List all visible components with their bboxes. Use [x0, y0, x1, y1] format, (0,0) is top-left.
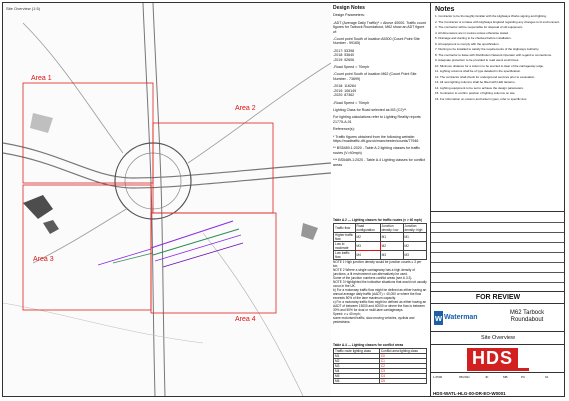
table-cell: M2 [380, 242, 403, 251]
note-item: 12. The contractor shall check for underground services prior to excavation. [435, 74, 536, 79]
table-cell: M2 [403, 242, 426, 251]
design-note-line: -Road Speed = 70mph [333, 65, 370, 70]
meta-approved: PC [521, 375, 526, 379]
table-row [334, 242, 427, 251]
meta-drawn: JK [485, 375, 489, 379]
note-item: 5. Drainage and ducting to be checked before installation. [435, 36, 512, 40]
table-cell: M3 [403, 251, 426, 260]
note-item: 10. Minimum distance for a column to be erected is clear of the carriageway edge. [435, 63, 544, 68]
table-header: Traffic flow [334, 224, 356, 233]
table-a4 [333, 348, 427, 384]
note-item: 15. Contractor to confirm position of lighting columns on site. [435, 91, 516, 95]
table-cell: C4 [379, 374, 426, 379]
table-cell: M4 [355, 251, 380, 260]
design-note-line: *** BS5489-1:2020 - Table A.4 Lighting classes for conflict areas [333, 158, 426, 167]
table-cell: Low to moderate [334, 242, 356, 251]
area-4-label[interactable]: Area 4 [235, 316, 256, 323]
design-note-line: -2019: 106149 [333, 88, 357, 93]
table-a2-note: Some of the junction numbers conflict areas (see A.3.2). [333, 276, 413, 280]
table-cell: M1 [403, 233, 426, 242]
table-a2-panel [333, 218, 427, 336]
table-a2-title: Table A.2 — Lighting classes for traffic routes (v > 40 mph) [333, 218, 422, 222]
table-a2-note: NOTE 1 High junction density would be junction counts ≥ 3 per km. [333, 260, 422, 268]
design-note-line: -Road Speed = 70mph [333, 100, 370, 105]
table-a2-note: Speed: v ≤ 40 mph; [333, 312, 361, 316]
table-header: Road configuration [355, 224, 380, 233]
note-item: 9. Adequate protection to be provided to road users at all times. [435, 58, 520, 62]
map-linework [3, 3, 331, 396]
table-cell: C1 [379, 359, 426, 364]
table-cell: M3 [355, 242, 380, 251]
drawing-number: HDS-WATL-HLG-00-DR-EO-W0001 [433, 391, 506, 396]
drawing-sheet [2, 2, 565, 397]
meta-revision: 01 [545, 375, 549, 379]
map-title-label: Site Overview (1:5) [6, 6, 41, 11]
table-cell: M4 [334, 369, 380, 374]
table-row [334, 379, 427, 384]
design-note-line: -ADT (Average Daily Traffic)* = Above 40000. Traffic count figures for Tarbock Roundabout, M62 show an ADT figure of: [333, 20, 426, 34]
design-note-line: -2017: 53398 [333, 48, 355, 53]
design-note-line: Lighting Class for Road selected as M3 (C2)**. [333, 107, 408, 112]
note-item: 6. All equipment to comply with the specification. [435, 41, 500, 46]
note-item: 3. The contractor will be responsible for disposal of old equipment. [435, 25, 523, 29]
table-header: Junction density: low [380, 224, 403, 233]
table-cell: C5 [379, 379, 426, 384]
table-cell: Low traffic flow [334, 251, 356, 260]
design-note-line: -2018: 53640 [333, 53, 355, 58]
table-cell: M6 [334, 379, 380, 384]
table-a2-note: NOTE 3 Highlighted the indicative situations that would not usually occur in the UK. [333, 280, 427, 288]
table-cell: Higher traffic flow [334, 233, 356, 242]
table-cell: C3 [379, 369, 426, 374]
table-cell: M3 [334, 364, 380, 369]
table-cell: M2 [355, 233, 380, 242]
design-notes-panel [333, 6, 427, 211]
table-cell: M2 [334, 359, 380, 364]
meta-checked: MB [503, 375, 508, 379]
table-row [334, 233, 427, 242]
area-1-label[interactable]: Area 1 [31, 75, 52, 82]
client-logo-block [430, 344, 565, 373]
note-item: 4. All dimensions are in metres unless otherwise stated. [435, 30, 509, 35]
note-item: 11. Lighting columns shall be of type detailed in the specification. [435, 69, 521, 73]
table-a2 [333, 223, 427, 260]
meta-date: 05/2021 [459, 375, 470, 379]
project-title-line-1: M62 Tarbock [509, 310, 545, 316]
design-note-line: For lighting calculations refer to Lighting Reality reports 21775-A-01 [333, 115, 421, 124]
note-item: 16. For information on column and lantern types, refer to specific doc. [435, 96, 528, 101]
drawing-meta-block [430, 372, 565, 397]
design-note-line: -Count point South of location A5300 (Count Point Site Number - 99165) [333, 37, 420, 46]
revision-row [431, 272, 565, 283]
note-item: 8. The contractor to liaise with Distribution Network Operator with regard to connections. [435, 52, 552, 57]
table-a2-note: NOTE 2 Where a single carriageway has a high density of junctions, a lit environment can alternatively be used. [333, 268, 415, 276]
table-cell: M1 [334, 354, 380, 359]
site-map[interactable] [3, 3, 331, 396]
design-note-line: -2019: 52606 [333, 57, 355, 62]
table-cell: C2 [379, 364, 426, 369]
hds-logo: HDS [467, 348, 518, 368]
note-item: 1. Contractor to be thoroughly familiar with the Highways Works signing and lighting. [435, 14, 547, 18]
note-item: 7. Ducting to be installed to satisfy the requirements of the Highways Authority. [435, 47, 540, 51]
drawing-title: Site Overview [430, 331, 565, 345]
notes-panel [430, 3, 565, 211]
table-cell: M5 [334, 374, 380, 379]
design-note-line: * Traffic figures obtained from the following website: https://roadtraffic.dft.gov.uk/manchester/counts/77946 [333, 134, 419, 143]
table-header: Conflict area lighting class [379, 349, 426, 354]
company-name: Waterman [444, 314, 478, 321]
waterman-w-icon: w [434, 313, 442, 323]
table-a2-note: some motorised traffic, slow-moving vehicles, cyclists and pedestrians. [333, 316, 415, 324]
design-note-line: Design Parameters: [333, 13, 365, 18]
table-header: Traffic route lighting class [334, 349, 380, 354]
table-row [334, 251, 427, 260]
design-note-line: -2020: 87362 [333, 93, 355, 98]
project-block [430, 303, 565, 332]
waterman-logo [434, 311, 486, 325]
table-cell: M1 [380, 233, 403, 242]
area-3-label[interactable]: Area 3 [33, 256, 54, 263]
design-notes-title: Design Notes [333, 5, 365, 11]
table-cell: C0 [379, 354, 426, 359]
note-item: 13. All new lighting columns shall be fitted with LED lanterns. [435, 80, 516, 84]
status-label: FOR REVIEW [430, 291, 565, 304]
design-note-line: ** BS5489-1:2020 - Table A.2 lighting classes for traffic routes (V>40mph) [333, 146, 420, 155]
note-item: 2. The Contractor is to liaise with Highways England regarding any changes to lit environment. [435, 19, 561, 24]
area-2-label[interactable]: Area 2 [235, 105, 256, 112]
hds-logo-strip [467, 368, 529, 371]
table-a4-title: Table A.4 — Lighting classes for conflict areas [333, 343, 404, 347]
design-note-line: Reference(s): [333, 127, 355, 132]
table-a4-panel [333, 343, 427, 393]
table-cell: M3 [380, 251, 403, 260]
project-title [491, 310, 563, 324]
table-header: Junction density: high [403, 224, 426, 233]
notes-title: Notes [435, 6, 455, 13]
design-note-line: -2018: 116284 [333, 84, 356, 89]
table-a2-note: c) For a motorway traffic flow might be defined as either having an AADT of between 15000 and 40000 or where the flow is between 30% and 50% for dual or multi-lane carriageways. [333, 300, 427, 312]
note-item: 14. Lighting equipment to be set to achieve the design parameters. [435, 85, 524, 90]
design-note-line: -Count point South of location M62 (Count Point Site Number - 73699) [333, 72, 417, 81]
meta-scale: 1:2500 [433, 375, 443, 379]
table-a2-note: b) For a motorway traffic flow might be defined as either having an annual average daily traffic (AADT) > 40,000 or where the flow exceeds 50% of the lane maximum capacity. [333, 288, 427, 300]
project-title-line-2: Roundabout [510, 317, 544, 323]
revision-table [430, 211, 565, 292]
